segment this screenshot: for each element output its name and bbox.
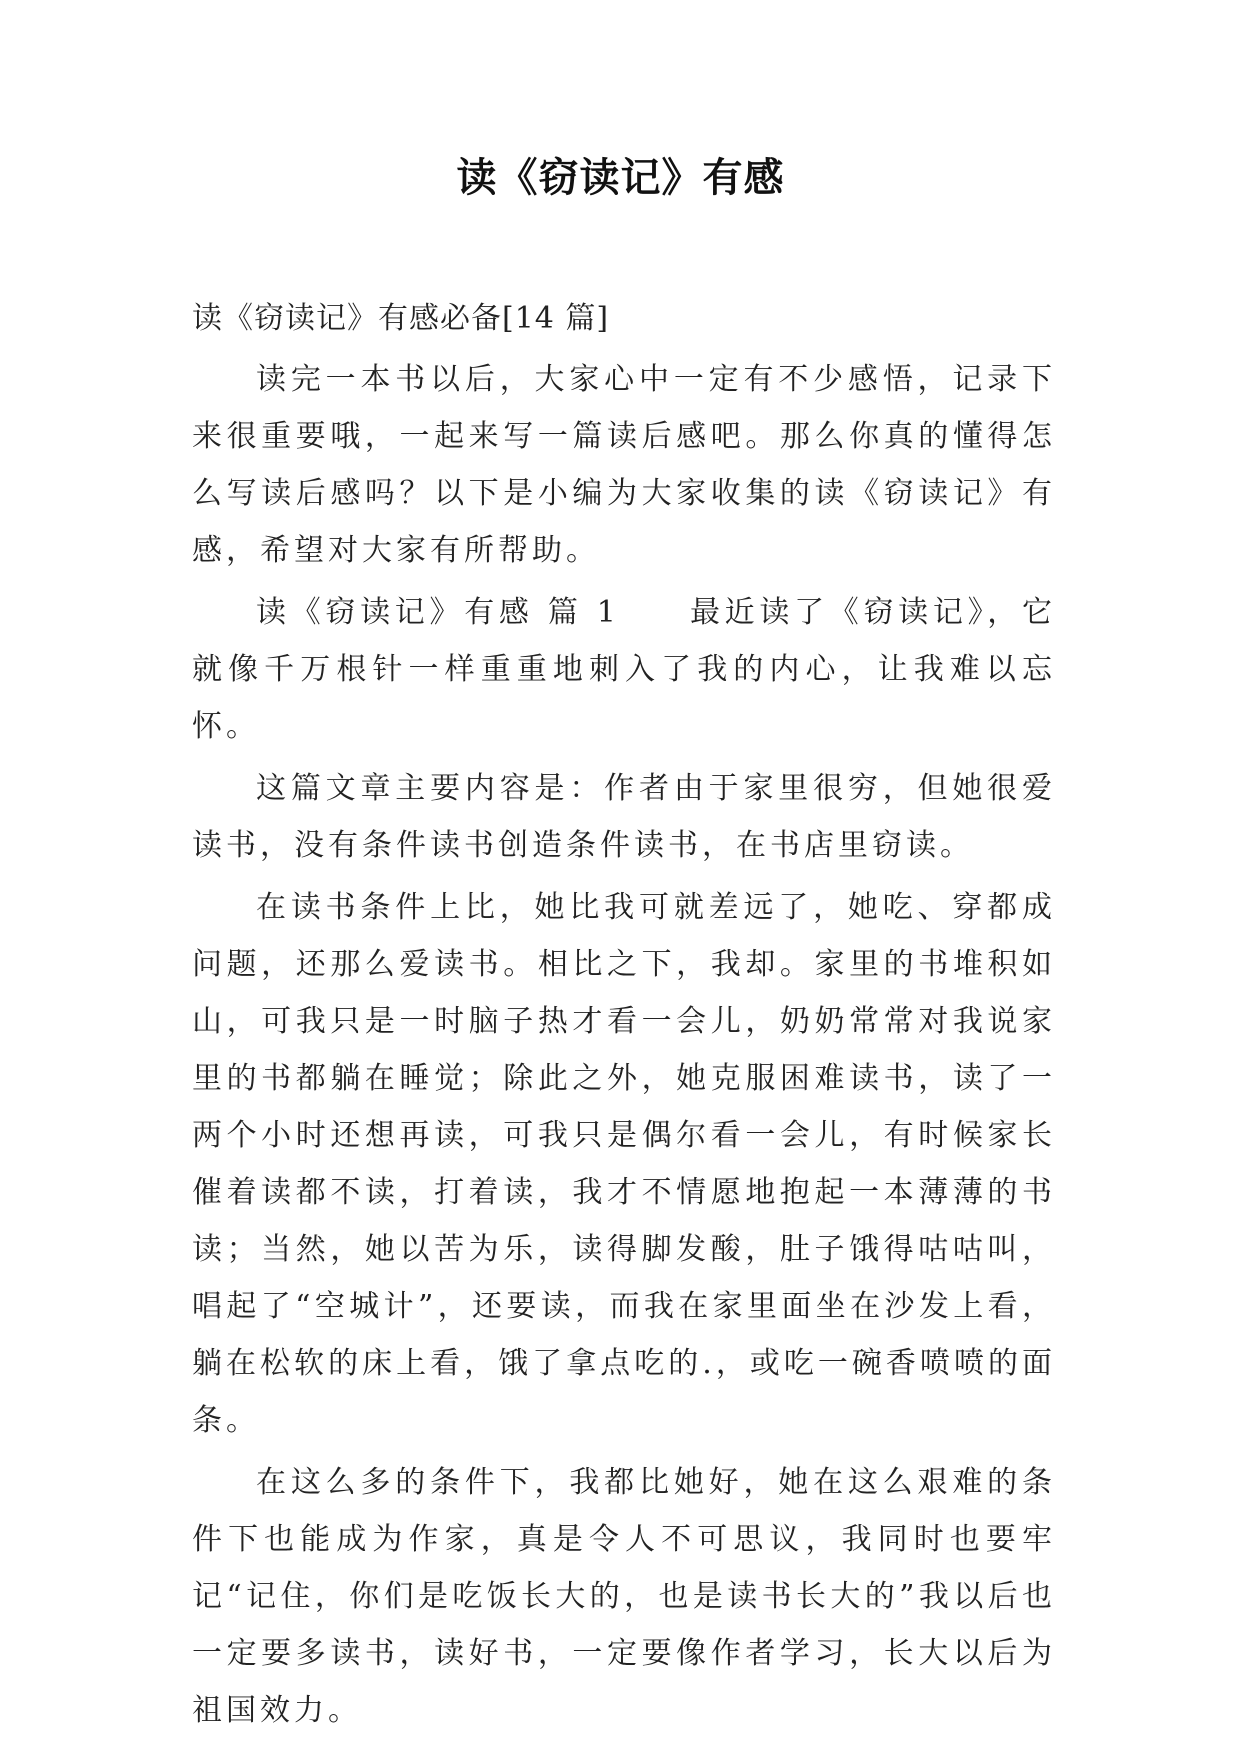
document-title: 读《窃读记》有感 (456, 155, 785, 201)
paragraph-intro: 读完一本书以后，大家心中一定有不少感悟，记录下来很重要哦，一起来写一篇读后感吧。那么你真的懂得怎么写读后感吗？以下是小编为大家收集的读《窃读记》有感，希望对大家有所帮助。 (192, 362, 1056, 568)
document-subtitle: 读《窃读记》有感必备[14 篇] (192, 301, 610, 336)
document-body (192, 290, 1056, 1744)
paragraph-summary: 这篇文章主要内容是：作者由于家里很穷，但她很爱读书，没有条件读书创造条件读书，在书店里窃读。 (192, 771, 1056, 863)
paragraph-conclusion: 在这么多的条件下，我都比她好，她在这么艰难的条件下也能成为作家，真是令人不可思议，我同时也要牢记“记住，你们是吃饭长大的，也是读书长大的”我以后也一定要多读书，读好书，一定要像作者学习，长大以后为祖国效力。 (192, 1465, 1056, 1728)
paragraph-essay-1-opening: 读《窃读记》有感 篇 1 最近读了《窃读记》，它就像千万根针一样重重地刺入了我的内心，让我难以忘怀。 (192, 595, 1056, 744)
paragraph-comparison: 在读书条件上比，她比我可就差远了，她吃、穿都成问题，还那么爱读书。相比之下，我却。家里的书堆积如山，可我只是一时脑子热才看一会儿，奶奶常常对我说家里的书都躺在睡觉；除此之外，她克服困难读书，读了一两个小时还想再读，可我只是偶尔看一会儿，有时候家长催着读都不读，打着读，我才不情愿地抱起一本薄薄的书读；当然，她以苦为乐，读得脚发酸，肚子饿得咕咕叫，唱起了“空城计”，还要读，而我在家里面坐在沙发上看，躺在松软的床上看，饿了拿点吃的.，或吃一碗香喷喷的面条。 (192, 890, 1056, 1438)
